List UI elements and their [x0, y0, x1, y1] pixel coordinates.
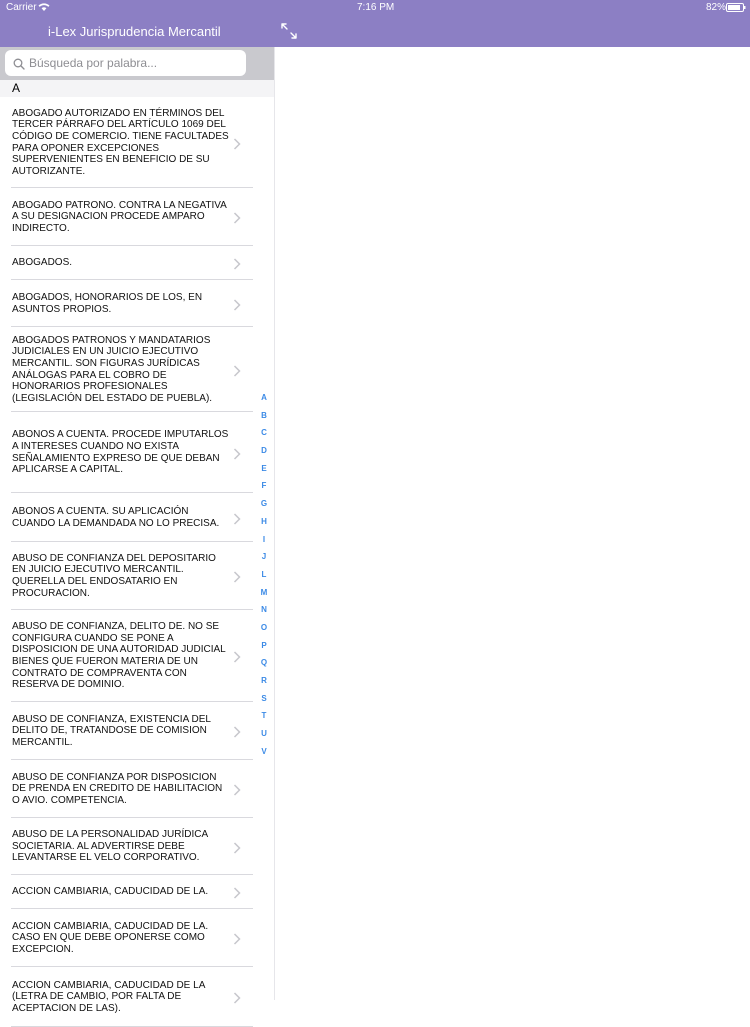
- chevron-right-icon: [233, 211, 241, 223]
- index-letter[interactable]: N: [261, 605, 267, 615]
- chevron-right-icon: [233, 932, 241, 944]
- index-letter[interactable]: J: [261, 552, 267, 562]
- sidebar: [0, 47, 275, 1014]
- battery-icon: [726, 3, 746, 15]
- chevron-right-icon: [233, 886, 241, 898]
- list-item-title: ABUSO DE CONFIANZA, EXISTENCIA DEL DELITO DE, TRATANDOSE DE COMISION MERCANTIL.: [12, 713, 211, 748]
- index-letter[interactable]: Q: [260, 658, 268, 668]
- index-letter[interactable]: L: [261, 569, 267, 579]
- index-letter[interactable]: A: [261, 393, 267, 402]
- app-title: i-Lex Jurisprudencia Mercantil: [48, 24, 221, 39]
- index-letter[interactable]: R: [261, 676, 267, 685]
- index-letter[interactable]: M: [260, 587, 268, 597]
- wifi-icon: [37, 1, 51, 15]
- carrier-label: Carrier: [6, 2, 37, 13]
- index-letter[interactable]: P: [261, 640, 267, 650]
- chevron-right-icon: [233, 725, 241, 737]
- list-item[interactable]: [0, 875, 258, 909]
- index-letter[interactable]: D: [261, 446, 267, 456]
- section-header: [0, 80, 275, 97]
- expand-icon[interactable]: [280, 22, 298, 40]
- list-item-title: ABOGADOS, HONORARIOS DE LOS, EN ASUNTOS PROPIOS.: [12, 291, 203, 315]
- list-item-title: ABONOS A CUENTA. SU APLICACIÓN CUANDO LA DEMANDADA NO LO PRECISA.: [12, 505, 220, 529]
- jurisprudence-list: [0, 97, 258, 1027]
- list-item-title: ABUSO DE CONFIANZA DEL DEPOSITARIO EN JUICIO EJECUTIVO MERCANTIL. QUERELLA DEL ENDOSATARIO EN PROCURACION.: [12, 552, 216, 599]
- list-item-title: ABOGADO PATRONO. CONTRA LA NEGATIVA A SU DESIGNACION PROCEDE AMPARO INDIRECTO.: [12, 199, 227, 234]
- chevron-right-icon: [233, 512, 241, 524]
- chevron-right-icon: [233, 991, 241, 1003]
- battery-percent: 82%: [706, 2, 727, 13]
- section-letter: A: [12, 81, 21, 95]
- clock-label: 7:16 PM: [357, 2, 395, 13]
- list-item[interactable]: [0, 412, 258, 493]
- list-item[interactable]: [0, 327, 258, 412]
- chevron-right-icon: [233, 447, 241, 459]
- list-item-title: ABUSO DE LA PERSONALIDAD JURÍDICA SOCIETARIA. AL ADVERTIRSE DEBE LEVANTARSE EL VELO CORPORATIVO.: [12, 829, 208, 864]
- list-item[interactable]: [0, 967, 258, 1027]
- index-letter[interactable]: V: [261, 746, 267, 756]
- search-field[interactable]: [5, 50, 246, 76]
- index-letter[interactable]: C: [261, 428, 267, 438]
- index-letter[interactable]: G: [260, 499, 268, 509]
- list-item-title: ACCION CAMBIARIA, CADUCIDAD DE LA. CASO EN QUE DEBE OPONERSE COMO EXCEPCION.: [12, 920, 209, 955]
- search-input[interactable]: [29, 51, 239, 75]
- index-letter[interactable]: I: [262, 534, 266, 544]
- navigation-bar: [0, 0, 750, 47]
- list-item[interactable]: [0, 909, 258, 967]
- list-item-title: ABUSO DE CONFIANZA, DELITO DE. NO SE CONFIGURA CUANDO SE PONE A DISPOSICION DE UNA AUTORIDAD JUDICIAL BIENES QUE FUERON MATERIA DE UN CONTRATO DE COMPRAVENTA CON RESERVA DE DOMINIO.: [12, 621, 226, 691]
- chevron-right-icon: [233, 570, 241, 582]
- list-item[interactable]: [0, 760, 258, 818]
- index-letter[interactable]: E: [261, 463, 267, 473]
- detail-pane: [275, 47, 750, 1000]
- list-item[interactable]: [0, 493, 258, 542]
- index-letter[interactable]: O: [260, 622, 268, 632]
- list-item-title: ABONOS A CUENTA. PROCEDE IMPUTARLOS A INTERESES CUANDO NO EXISTA SEÑALAMIENTO EXPRESO DE QUE DEBAN APLICARSE A CAPITAL.: [12, 429, 229, 476]
- alphabet-index[interactable]: [257, 389, 271, 760]
- index-letter[interactable]: F: [261, 481, 267, 491]
- search-icon: [13, 57, 25, 69]
- list-item[interactable]: [0, 97, 258, 188]
- list-item[interactable]: [0, 702, 258, 760]
- list-item-title: ABOGADOS.: [12, 257, 73, 269]
- chevron-right-icon: [233, 298, 241, 310]
- list-item[interactable]: [0, 818, 258, 875]
- list-item-title: ABOGADO AUTORIZADO EN TÉRMINOS DEL TERCER PÁRRAFO DEL ARTÍCULO 1069 DEL CÓDIGO DE COMERCIO. TIENE FACULTADES PARA OPONER EXCEPCIONES SUPERVENIENTES EN BENEFICIO DE SU AUTORIZANTE.: [12, 107, 229, 177]
- chevron-right-icon: [233, 257, 241, 269]
- list-item-title: ABOGADOS PATRONOS Y MANDATARIOS JUDICIALES EN UN JUICIO EJECUTIVO MERCANTIL. SON FIGURAS JURÍDICAS ANÁLOGAS PARA EL COBRO DE HONORARIOS PROFESIONALES (LEGISLACIÓN DEL ESTADO DE PUEBLA).: [12, 334, 213, 404]
- chevron-right-icon: [233, 650, 241, 662]
- list-item[interactable]: [0, 246, 258, 280]
- index-letter[interactable]: T: [261, 711, 267, 721]
- list-item-title: ACCION CAMBIARIA, CADUCIDAD DE LA (LETRA DE CAMBIO, POR FALTA DE ACEPTACION DE LAS).: [12, 979, 205, 1014]
- chevron-right-icon: [233, 364, 241, 376]
- list-item[interactable]: [0, 542, 258, 610]
- index-letter[interactable]: B: [261, 410, 267, 420]
- list-item[interactable]: [0, 188, 258, 246]
- list-item[interactable]: [0, 280, 258, 327]
- list-item-title: ACCION CAMBIARIA, CADUCIDAD DE LA.: [12, 886, 209, 898]
- list-item[interactable]: [0, 610, 258, 702]
- list-item-title: ABUSO DE CONFIANZA POR DISPOSICION DE PRENDA EN CREDITO DE HABILITACION O AVIO. COMPETENCIA.: [12, 771, 223, 806]
- chevron-right-icon: [233, 841, 241, 853]
- index-letter[interactable]: H: [261, 516, 267, 526]
- index-letter[interactable]: S: [261, 693, 267, 703]
- chevron-right-icon: [233, 783, 241, 795]
- search-bar: [0, 47, 275, 80]
- chevron-right-icon: [233, 137, 241, 149]
- index-letter[interactable]: U: [261, 729, 267, 739]
